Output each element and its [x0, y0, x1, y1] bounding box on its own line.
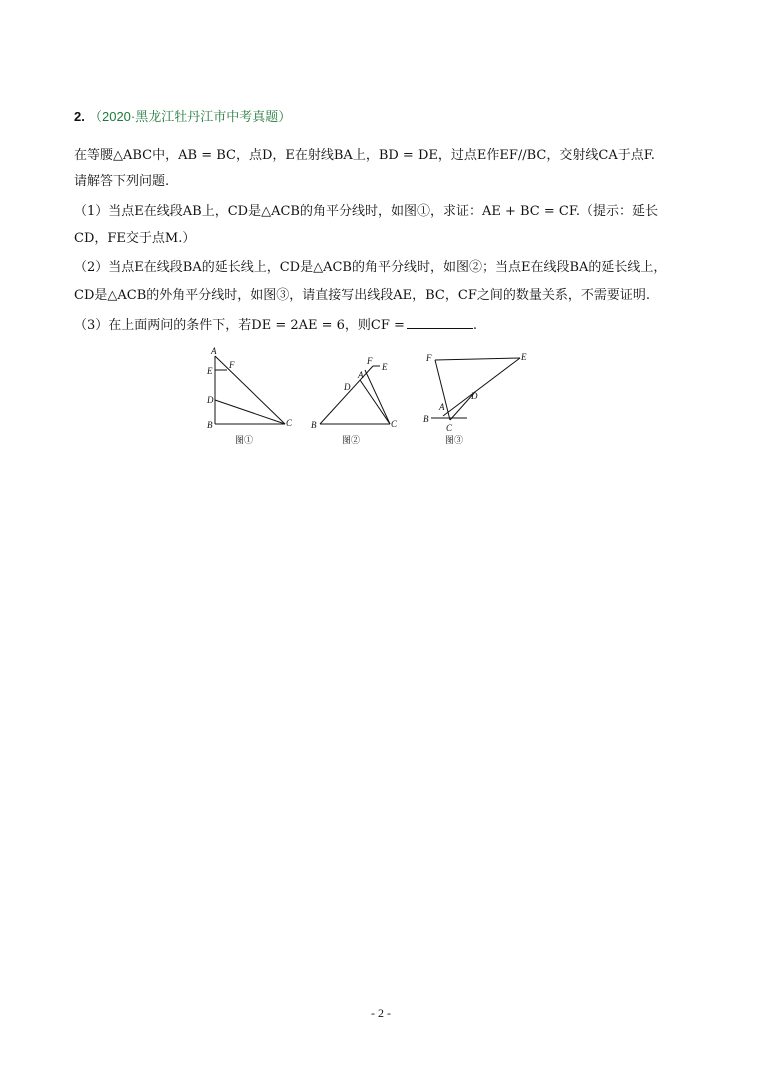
line-end: .: [472, 318, 478, 333]
fig3-caption: 图③: [445, 435, 464, 445]
fig3-label-a: A: [439, 402, 445, 412]
problem-line-6: CD是△ACB的外角平分线时，如图③，请直接写出线段AE，BC，CF之间的数量关系，不需要证明.: [74, 288, 650, 303]
problem-line-2: 请解答下列问题.: [74, 174, 170, 189]
figures-svg: [195, 342, 535, 452]
fig2-label-d: D: [344, 382, 351, 392]
fig3-label-c: C: [446, 423, 453, 433]
fig3-label-b: B: [423, 414, 429, 424]
fig2-label-b: B: [311, 420, 317, 430]
fig3-label-e: E: [521, 352, 527, 362]
fig1-label-b: B: [207, 420, 213, 430]
problem-number: 2.: [74, 109, 85, 124]
fig3-label-d: D: [471, 391, 478, 401]
problem-source: （2020·黑龙江牡丹江市中考真题）: [88, 109, 292, 124]
problem-line-3: （1）当点E在线段AB上，CD是△ACB的角平分线时，如图①，求证：AE + BC = CF.（提示：延长: [74, 204, 658, 219]
problem-heading: [74, 108, 291, 127]
fig1-label-a: A: [211, 346, 217, 356]
fig2-label-f: F: [367, 356, 373, 366]
problem-line-7: [74, 316, 477, 335]
answer-blank[interactable]: [407, 316, 473, 329]
problem-line-5: （2）当点E在线段BA的延长线上，CD是△ACB的角平分线时，如图②；当点E在线段BA的延长线上，: [74, 260, 667, 275]
fig1-label-e: E: [207, 366, 213, 376]
figure-1: [215, 356, 285, 424]
figures-row: [195, 342, 535, 456]
question-3-text: （3）在上面两问的条件下，若DE = 2AE = 6，则CF =: [74, 318, 405, 333]
fig2-label-c: C: [391, 419, 398, 429]
fig1-label-c: C: [286, 418, 293, 428]
fig3-label-f: F: [426, 353, 432, 363]
problem-line-4: CD，FE交于点M.）: [74, 231, 196, 246]
fig1-label-f: F: [229, 360, 235, 370]
figure-2: [320, 366, 390, 424]
fig1-caption: 图①: [235, 435, 254, 445]
problem-line-1: 在等腰△ABC中，AB = BC，点D，E在射线BA上，BD = DE，过点E作EF//BC，交射线CA于点F.: [74, 148, 655, 163]
fig2-caption: 图②: [342, 435, 361, 445]
page-number: - 2 -: [371, 1006, 391, 1020]
fig1-label-d: D: [207, 395, 214, 405]
fig2-label-a: A: [358, 370, 364, 380]
fig2-label-e: E: [382, 362, 388, 372]
